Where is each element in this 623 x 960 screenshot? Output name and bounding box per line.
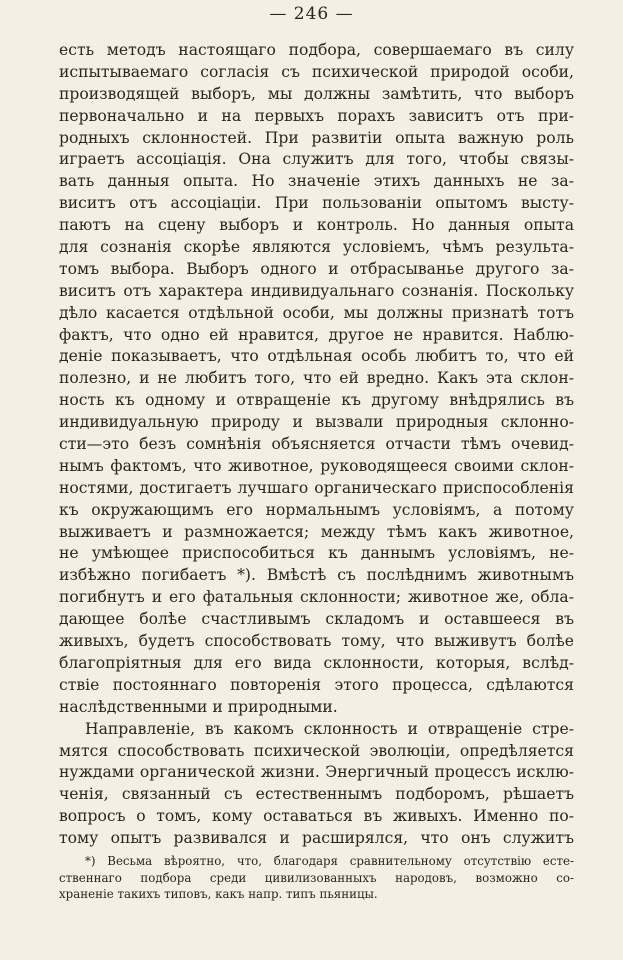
footnote-line: ственнаго подбора среди цивилизованныхъ народовъ, возможно со- bbox=[59, 870, 574, 885]
text-line: для сознанія скорѣе являются условіемъ, чѣмъ результа- bbox=[59, 238, 574, 257]
text-line: къ окружающимъ его нормальнымъ условіямъ, а потому bbox=[59, 500, 574, 519]
paragraph-end-line: наслѣдственными и природными. bbox=[59, 697, 338, 716]
text-line: дающее болѣе счастливымъ складомъ и оставшееся въ bbox=[59, 610, 574, 629]
body-text bbox=[59, 40, 574, 850]
text-line: деніе показываетъ, что отдѣльная особь любитъ то, что ей bbox=[59, 347, 574, 366]
page-number: — 246 — bbox=[269, 4, 354, 24]
text-line: вать данныя опыта. Но значеніе этихъ данныхъ не за- bbox=[59, 172, 574, 191]
text-line: родныхъ склонностей. При развитіи опыта важную роль bbox=[59, 128, 574, 147]
text-line: погибнутъ и его фатальныя склонности; животное же, обла- bbox=[59, 588, 574, 607]
footnote bbox=[59, 853, 574, 903]
text-line: сти—это безъ сомнѣнія объясняется отчасти тѣмъ очевид- bbox=[59, 435, 574, 454]
text-line: мятся способствовать психической эволюціи, опредѣляется bbox=[59, 741, 574, 760]
text-line: производящей выборъ, мы должны замѣтить, что выборъ bbox=[59, 84, 574, 103]
text-line: виситъ отъ характера индивидуальнаго сознанія. Поскольку bbox=[59, 281, 574, 300]
text-line: есть методъ настоящаго подбора, совершаемаго въ силу bbox=[59, 41, 574, 59]
text-line: нымъ фактомъ, что животное, руководящееся своими склон- bbox=[59, 456, 574, 475]
text-line: дѣло касается отдѣльной особи, мы должны признатѣ тотъ bbox=[59, 303, 574, 322]
text-line: фактъ, что одно ей нравится, другое не нравится. Наблю- bbox=[59, 325, 574, 344]
text-line: ченія, связанный съ естественнымъ подборомъ, рѣшаетъ bbox=[59, 785, 574, 804]
text-line: избѣжно погибаетъ *). Вмѣстѣ съ послѣднимъ животнымъ bbox=[59, 566, 574, 585]
text-line: паютъ на сцену выборъ и контроль. Но данныя опыта bbox=[59, 216, 574, 235]
text-line: ностями, достигаетъ лучшаго органическаго приспособленія bbox=[59, 478, 574, 497]
text-line: играетъ ассоціація. Она служитъ для того, чтобы связы- bbox=[59, 150, 574, 169]
text-line: нуждами органической жизни. Энергичный процессъ исклю- bbox=[59, 763, 574, 782]
paragraph-start-line: Направленіе, въ какомъ склонность и отвращеніе стре- bbox=[85, 719, 574, 738]
text-line: ность къ одному и отвращеніе къ другому внѣдрялись въ bbox=[59, 391, 574, 410]
footnote-line: *) Весьма вѣроятно, что, благодаря сравнительному отсутствію есте- bbox=[85, 854, 574, 868]
text-line: тому опытъ развивался и расширялся, что онъ служитъ bbox=[59, 829, 574, 848]
text-line: благопріятныя для его вида склонности, которыя, вслѣд- bbox=[59, 653, 574, 672]
text-line: вопросъ о томъ, кому оставаться въ живыхъ. Именно по- bbox=[59, 807, 574, 826]
text-line: выживаетъ и размножается; между тѣмъ какъ животное, bbox=[59, 522, 574, 541]
text-line: ствіе постояннаго повторенія этого процесса, сдѣлаются bbox=[59, 675, 574, 694]
text-line: не умѣющее приспособиться къ даннымъ условіямъ, не- bbox=[59, 544, 574, 563]
text-line: первоначально и на первыхъ порахъ зависитъ отъ при- bbox=[59, 106, 574, 125]
text-line: томъ выбора. Выборъ одного и отбрасыванье другого за- bbox=[59, 259, 574, 278]
text-line: виситъ отъ ассоціаціи. При пользованіи опытомъ высту- bbox=[59, 194, 574, 213]
text-line: индивидуальную природу и вызвали природныя склонно- bbox=[59, 413, 574, 432]
text-line: полезно, и не любитъ того, что ей вредно. Какъ эта склон- bbox=[59, 369, 574, 388]
footnote-line: храненіе такихъ типовъ, какъ напр. типъ пьяницы. bbox=[59, 887, 378, 901]
text-line: испытываемаго согласія съ психической природой особи, bbox=[59, 62, 574, 81]
text-line: живыхъ, будетъ способствовать тому, что выживутъ болѣе bbox=[59, 632, 574, 651]
